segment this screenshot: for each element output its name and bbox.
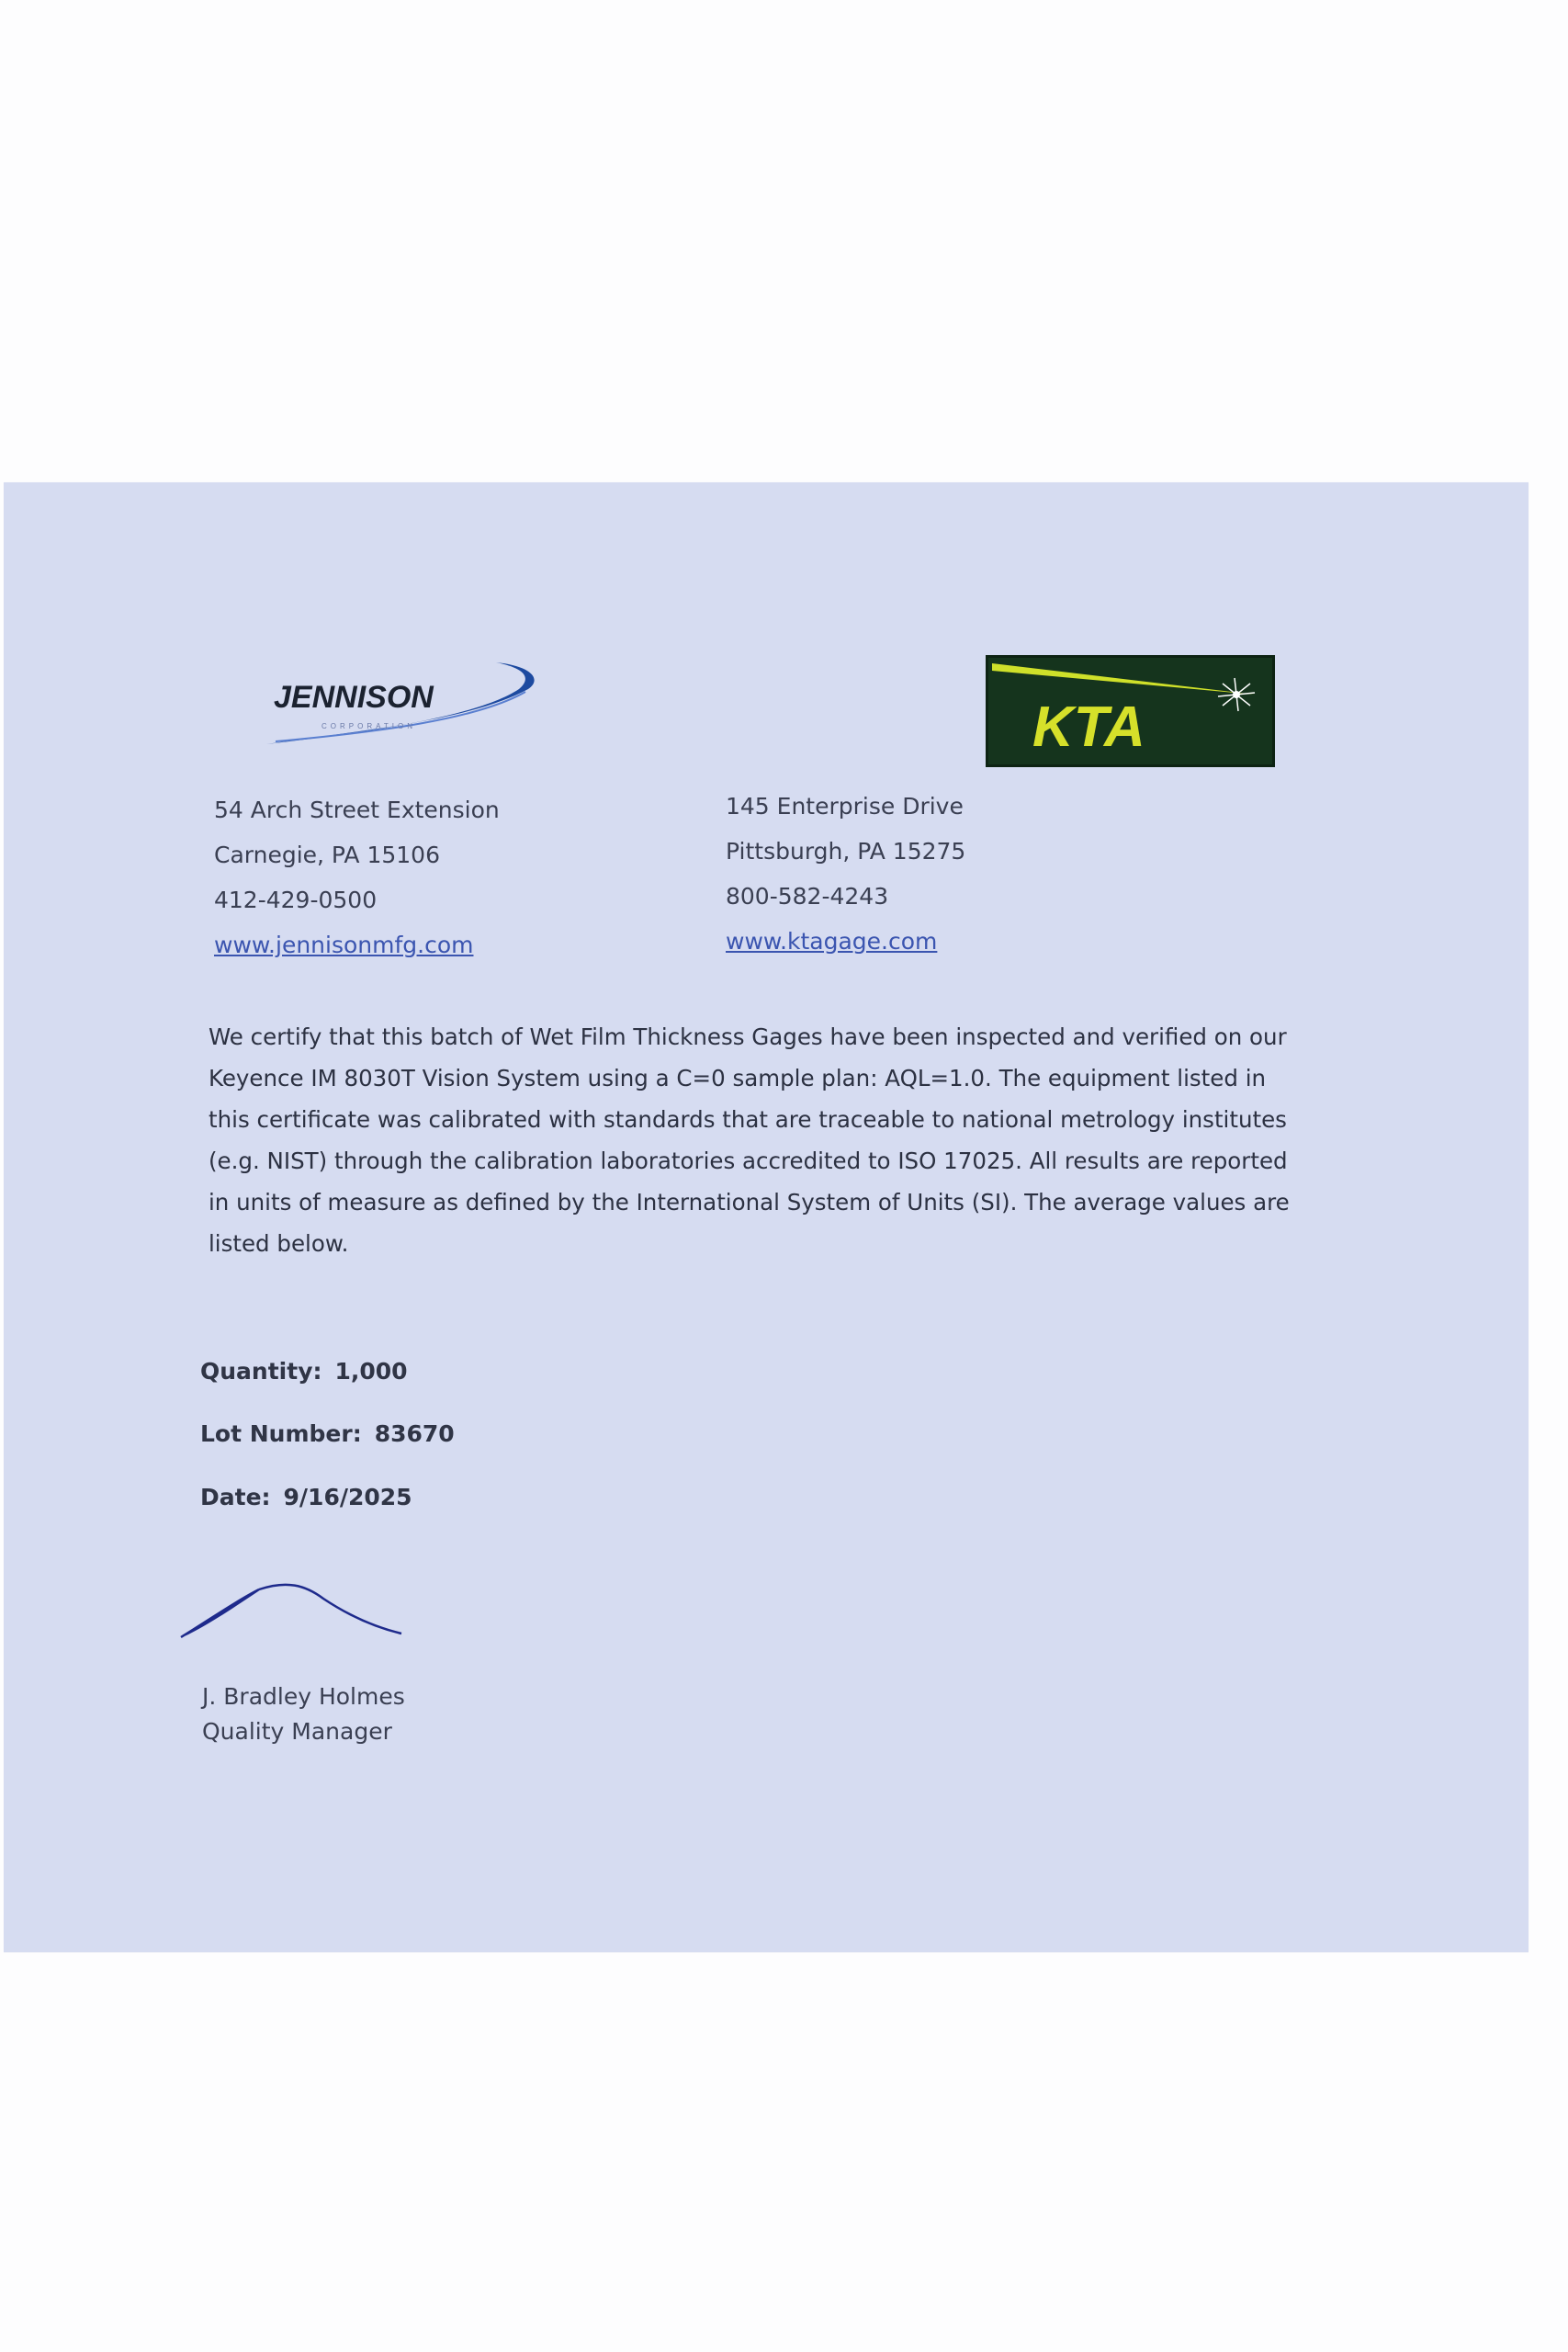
lot-number-value: 83670 [374, 1420, 455, 1447]
certification-line: Keyence IM 8030T Vision System using a C=0 sample plan: AQL=1.0. The equipment listed in [209, 1065, 1267, 1091]
jennison-website-link[interactable]: www.jennisonmfg.com [214, 932, 474, 958]
jennison-address [214, 787, 500, 967]
jennison-logo-text: JENNISON [274, 680, 434, 715]
quantity-label: Quantity: [200, 1358, 322, 1385]
jennison-phone: 412-429-0500 [214, 887, 378, 913]
kta-address [726, 784, 965, 964]
certification-line: listed below. [209, 1230, 349, 1257]
certification-line: We certify that this batch of Wet Film Thickness Gages have been inspected and verified on our [209, 1023, 1287, 1050]
date-label: Date: [200, 1484, 271, 1510]
signatory-title: Quality Manager [202, 1718, 392, 1745]
kta-website-link[interactable]: www.ktagage.com [726, 928, 938, 955]
certification-line: (e.g. NIST) through the calibration laboratories accredited to ISO 17025. All results are reported [209, 1148, 1288, 1174]
jennison-city: Carnegie, PA 15106 [214, 842, 440, 868]
date-field [200, 1484, 412, 1510]
jennison-logo-subtext: CORPORATION [321, 722, 416, 730]
quantity-field [200, 1358, 408, 1385]
certification-line: this certificate was calibrated with standards that are traceable to national metrology institutes [209, 1106, 1287, 1133]
signature [176, 1580, 406, 1645]
lot-number-field [200, 1420, 455, 1447]
jennison-street: 54 Arch Street Extension [214, 797, 500, 823]
kta-street: 145 Enterprise Drive [726, 793, 964, 820]
certification-line: in units of measure as defined by the International System of Units (SI). The average values are [209, 1189, 1290, 1216]
date-value: 9/16/2025 [283, 1484, 412, 1510]
signatory-block [202, 1679, 405, 1749]
lot-number-label: Lot Number: [200, 1420, 362, 1447]
quantity-value: 1,000 [334, 1358, 408, 1385]
kta-phone: 800-582-4243 [726, 883, 889, 910]
certification-statement [209, 1016, 1348, 1264]
kta-city: Pittsburgh, PA 15275 [726, 838, 966, 865]
kta-logo-text: KTA [1032, 695, 1145, 759]
kta-logo [986, 655, 1275, 767]
signatory-name: J. Bradley Holmes [202, 1683, 405, 1710]
jennison-logo [257, 657, 551, 758]
